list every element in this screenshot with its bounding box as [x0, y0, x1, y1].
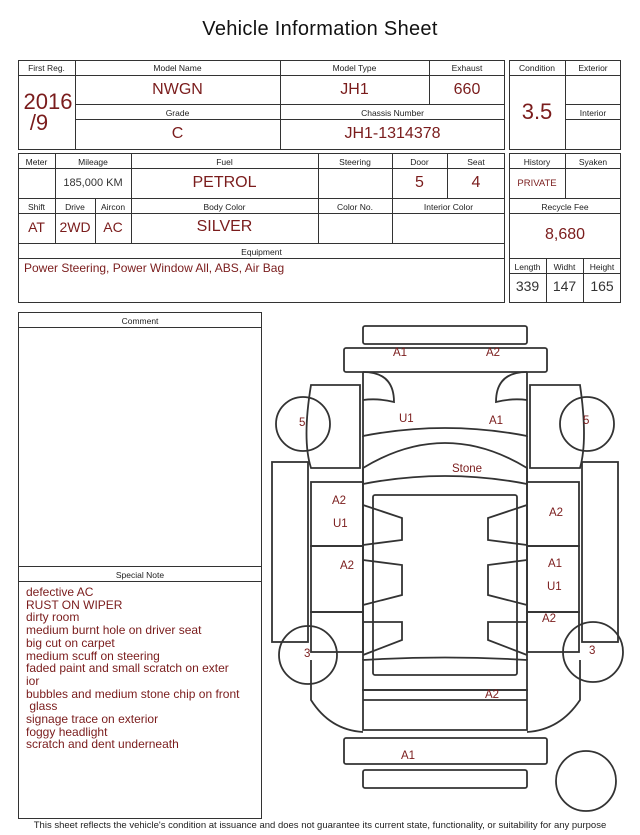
- mileage-value: 185,000 KM: [63, 177, 123, 189]
- mark-left-front-door-a: A2: [332, 495, 347, 507]
- disclaimer-footer: This sheet reflects the vehicle's condition at issuance and does not guarantee its current state, functionality, or suitability for any purpose: [33, 820, 607, 831]
- mark-windshield: Stone: [452, 463, 483, 475]
- history-value: PRIVATE: [517, 178, 557, 189]
- windshield: [363, 443, 527, 484]
- special-note-item: scratch and dent underneath: [26, 737, 179, 752]
- left-front-fender: [307, 385, 361, 468]
- drive-value: 2WD: [59, 219, 91, 235]
- steering-label: Steering: [339, 157, 371, 167]
- width-value: 147: [552, 278, 577, 294]
- chassis-label: Chassis Number: [361, 108, 424, 118]
- mark-left-rear-door: A2: [340, 560, 355, 572]
- special-note-item: big cut on carpet: [26, 635, 115, 650]
- fuel-value: PETROL: [192, 174, 257, 191]
- special-note-item: foggy headlight: [26, 724, 108, 739]
- door-label: Door: [410, 157, 429, 167]
- model-type-value: JH1: [340, 81, 369, 98]
- special-notes-list: [26, 586, 262, 751]
- rear-hatch: [363, 658, 527, 691]
- special-note-item: bubbles and medium stone chip on front: [26, 686, 240, 701]
- car-damage-diagram: [270, 322, 630, 814]
- grade-value: C: [171, 125, 184, 142]
- door-value: 5: [415, 174, 424, 191]
- mark-left-front-door-b: U1: [333, 518, 348, 530]
- height-value: 165: [590, 278, 614, 294]
- right-front-fender: [530, 385, 584, 468]
- special-note-item: medium burnt hole on driver seat: [26, 623, 202, 638]
- special-note-item: dirty room: [26, 610, 80, 625]
- meter-label: Meter: [25, 157, 48, 167]
- history-label: History: [523, 157, 551, 167]
- shift-value: AT: [28, 219, 45, 235]
- front-bumper-strip: [363, 326, 527, 344]
- rear-gate: [363, 690, 527, 730]
- aircon-value: AC: [103, 219, 123, 235]
- special-note-item: medium scuff on steering: [26, 648, 160, 663]
- roof: [373, 495, 517, 675]
- condition-value: 3.5: [521, 99, 553, 124]
- left-rear-door: [311, 546, 363, 612]
- special-note-item: glass: [26, 699, 58, 714]
- mark-right-rear-door-a: A1: [548, 558, 563, 570]
- sheet-title: Vehicle Information Sheet: [202, 18, 438, 40]
- first-reg-month: /9: [29, 110, 49, 135]
- mark-right-rear-door-b: U1: [547, 581, 562, 593]
- color-no-label: Color No.: [337, 202, 373, 212]
- equipment-value: Power Steering, Power Window All, ABS, Air Bag: [24, 261, 285, 275]
- recycle-fee-label: Recycle Fee: [541, 202, 589, 212]
- mark-hood-right: A1: [489, 415, 504, 427]
- mark-right-rear-wheel: 3: [589, 645, 596, 657]
- length-value: 339: [515, 278, 540, 294]
- drive-label: Drive: [65, 202, 85, 212]
- mark-rear-bumper: A1: [401, 750, 416, 762]
- rear-bumper: [344, 738, 547, 764]
- mark-right-rear-quarter: A2: [542, 613, 557, 625]
- length-label: Length: [514, 262, 541, 272]
- interior-label: Interior: [579, 108, 607, 118]
- model-name-value: NWGN: [152, 81, 203, 98]
- grade-label: Grade: [165, 108, 190, 118]
- aircon-label: Aircon: [100, 202, 126, 212]
- recycle-fee-value: 8,680: [544, 226, 586, 243]
- seat-value: 4: [471, 174, 481, 191]
- right-rear-door: [527, 546, 579, 612]
- height-label: Height: [589, 262, 615, 272]
- rear-bumper-strip: [363, 770, 527, 788]
- body-color-value: SILVER: [196, 218, 253, 235]
- front-bumper: [344, 348, 547, 372]
- mark-left-rear-wheel: 3: [304, 648, 311, 660]
- special-note-item: ior: [26, 673, 40, 688]
- width-label: Widht: [553, 262, 576, 272]
- first-reg-label: First Reg.: [28, 63, 65, 73]
- mark-hood-left: U1: [399, 413, 414, 425]
- mark-front-bumper-left: A1: [393, 347, 408, 359]
- syaken-label: Syaken: [578, 157, 608, 167]
- mark-right-front-wheel: 5: [583, 415, 590, 427]
- mileage-label: Mileage: [78, 157, 108, 167]
- equipment-label: Equipment: [241, 247, 282, 257]
- seat-label: Seat: [467, 157, 485, 167]
- special-note-label: Special Note: [115, 570, 165, 580]
- left-front-door: [311, 482, 363, 546]
- special-note-item: RUST ON WIPER: [26, 597, 123, 612]
- special-note-item: signage trace on exterior: [26, 712, 159, 727]
- body-color-label: Body Color: [203, 202, 246, 212]
- model-type-label: Model Type: [332, 63, 377, 73]
- mark-left-front-wheel: 5: [299, 417, 306, 429]
- chassis-value: JH1-1314378: [344, 125, 441, 142]
- special-note-item: faded paint and small scratch on exter: [26, 661, 229, 676]
- interior-color-label: Interior Color: [423, 202, 474, 212]
- exhaust-label: Exhaust: [451, 63, 483, 73]
- mark-front-bumper-right: A2: [486, 347, 501, 359]
- first-reg-year: 2016: [23, 89, 73, 114]
- mark-right-front-door: A2: [549, 507, 564, 519]
- exterior-label: Exterior: [578, 63, 608, 73]
- condition-label: Condition: [519, 63, 555, 73]
- fuel-label: Fuel: [216, 157, 233, 167]
- special-note-item: defective AC: [26, 585, 94, 599]
- mark-rear-gate: A2: [485, 689, 500, 701]
- shift-label: Shift: [27, 202, 45, 212]
- comment-label: Comment: [121, 316, 159, 326]
- spare-wheel: [556, 751, 616, 811]
- left-rear-quarter: [311, 612, 363, 652]
- model-name-label: Model Name: [153, 63, 202, 73]
- exhaust-value: 660: [453, 81, 481, 98]
